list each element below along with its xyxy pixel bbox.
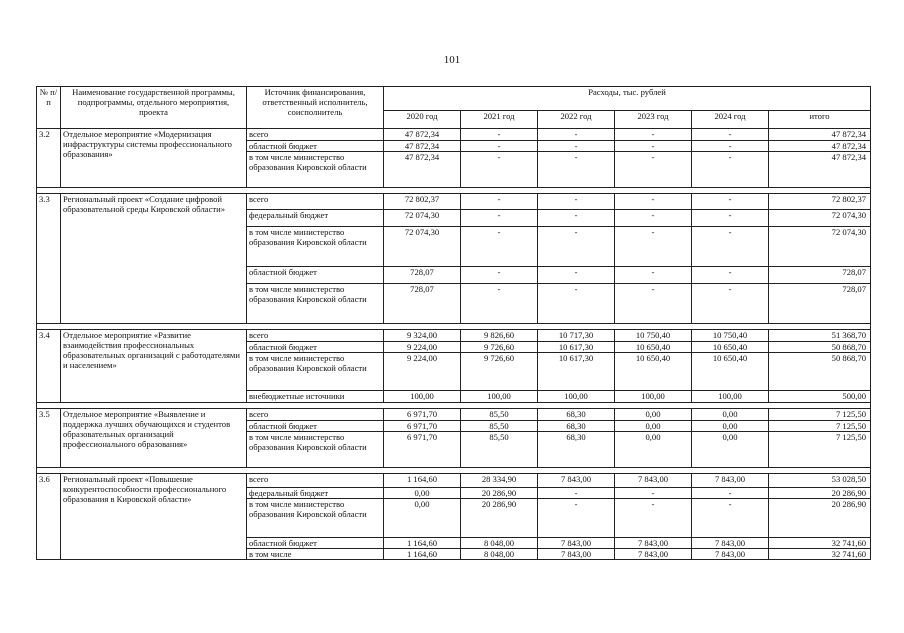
total-value: 51 368,70 [769, 330, 871, 342]
item-name: Отдельное мероприятие «Модернизация инфраструктуры системы профессионального образования» [61, 129, 247, 188]
total-value: 47 872,34 [769, 129, 871, 141]
year-value: 68,30 [538, 432, 615, 468]
header-expenses: Расходы, тыс. рублей [384, 87, 871, 111]
year-value: 1 164,60 [384, 538, 461, 549]
funding-source: областной бюджет [247, 342, 384, 353]
funding-source: в том числе министерство образования Кировской области [247, 152, 384, 188]
year-value: 100,00 [384, 391, 461, 403]
year-value: - [692, 141, 769, 152]
year-value: 1 164,60 [384, 474, 461, 488]
year-value: 10 750,40 [692, 330, 769, 342]
year-value: 8 048,00 [461, 549, 538, 560]
year-value: 85,50 [461, 409, 538, 421]
year-value: 0,00 [615, 432, 692, 468]
year-value: - [538, 227, 615, 267]
year-value: 9 324,00 [384, 330, 461, 342]
year-value: 0,00 [615, 409, 692, 421]
year-value: 28 334,90 [461, 474, 538, 488]
year-value: 728,07 [384, 267, 461, 284]
year-value: 10 750,40 [615, 330, 692, 342]
item-number: 3.2 [37, 129, 61, 188]
year-value: 100,00 [538, 391, 615, 403]
year-value: 68,30 [538, 421, 615, 432]
year-value: 100,00 [692, 391, 769, 403]
year-value: 7 843,00 [538, 549, 615, 560]
total-value: 47 872,34 [769, 141, 871, 152]
year-value: 0,00 [692, 409, 769, 421]
item-name: Региональный проект «Повышение конкурентоспособности профессионального образования в Кировской области» [61, 474, 247, 560]
funding-source: в том числе министерство образования Кировской области [247, 284, 384, 324]
year-value: - [692, 129, 769, 141]
total-value: 20 286,90 [769, 499, 871, 538]
header-source: Источник финансирования, ответственный исполнитель, соисполнитель [247, 87, 384, 129]
year-value: - [692, 488, 769, 499]
year-value: 100,00 [615, 391, 692, 403]
year-value: 20 286,90 [461, 488, 538, 499]
table-row [37, 129, 871, 141]
year-value: 0,00 [384, 488, 461, 499]
total-value: 72 074,30 [769, 227, 871, 267]
funding-source: всего [247, 474, 384, 488]
total-value: 7 125,50 [769, 421, 871, 432]
header-total: итого [769, 111, 871, 129]
total-value: 47 872,34 [769, 152, 871, 188]
year-value: - [538, 267, 615, 284]
year-value: - [692, 227, 769, 267]
year-value: 9 224,00 [384, 342, 461, 353]
total-value: 500,00 [769, 391, 871, 403]
year-value: - [615, 129, 692, 141]
year-value: - [615, 152, 692, 188]
table-body [37, 129, 871, 560]
item-number: 3.6 [37, 474, 61, 560]
funding-source: в том числе министерство образования Кировской области [247, 499, 384, 538]
year-value: - [538, 129, 615, 141]
year-value: 20 286,90 [461, 499, 538, 538]
year-value: - [692, 267, 769, 284]
year-value: - [615, 194, 692, 210]
year-value: 7 843,00 [692, 474, 769, 488]
year-value: - [692, 210, 769, 227]
total-value: 728,07 [769, 284, 871, 324]
year-value: 10 717,30 [538, 330, 615, 342]
year-value: - [461, 141, 538, 152]
funding-source: в том числе министерство образования Кировской области [247, 227, 384, 267]
budget-table [36, 86, 871, 560]
funding-source: в том числе [247, 549, 384, 560]
funding-source: всего [247, 330, 384, 342]
header-year: 2023 год [615, 111, 692, 129]
header-num: № п/п [37, 87, 61, 129]
year-value: 7 843,00 [615, 549, 692, 560]
year-value: 6 971,70 [384, 409, 461, 421]
item-number: 3.4 [37, 330, 61, 403]
year-value: 9 826,60 [461, 330, 538, 342]
year-value: 1 164,60 [384, 549, 461, 560]
table-row [37, 409, 871, 421]
total-value: 728,07 [769, 267, 871, 284]
year-value: - [538, 194, 615, 210]
year-value: - [538, 488, 615, 499]
year-value: - [615, 210, 692, 227]
year-value: 72 074,30 [384, 210, 461, 227]
item-name: Отдельное мероприятие «Развитие взаимодействия профессиональных образовательных организаций с работодателями и населением» [61, 330, 247, 403]
year-value: 0,00 [615, 421, 692, 432]
table-row [37, 474, 871, 488]
year-value: - [538, 210, 615, 227]
year-value: - [461, 267, 538, 284]
year-value: 7 843,00 [615, 538, 692, 549]
total-value: 32 741,60 [769, 538, 871, 549]
funding-source: внебюджетные источники [247, 391, 384, 403]
funding-source: областной бюджет [247, 421, 384, 432]
year-value: 0,00 [384, 499, 461, 538]
year-value: 47 872,34 [384, 141, 461, 152]
total-value: 32 741,60 [769, 549, 871, 560]
item-name: Отдельное мероприятие «Выявление и поддержка лучших обучающихся и студентов образовательных организаций профессионального образования» [61, 409, 247, 468]
item-number: 3.5 [37, 409, 61, 468]
funding-source: областной бюджет [247, 141, 384, 152]
year-value: - [461, 210, 538, 227]
year-value: 0,00 [692, 421, 769, 432]
year-value: 10 650,40 [692, 353, 769, 391]
header-year: 2022 год [538, 111, 615, 129]
total-value: 50 868,70 [769, 342, 871, 353]
year-value: 10 617,30 [538, 353, 615, 391]
year-value: 7 843,00 [615, 474, 692, 488]
funding-source: федеральный бюджет [247, 210, 384, 227]
year-value: 10 650,40 [615, 342, 692, 353]
year-value: 8 048,00 [461, 538, 538, 549]
year-value: 7 843,00 [538, 474, 615, 488]
funding-source: всего [247, 129, 384, 141]
header-year: 2024 год [692, 111, 769, 129]
year-value: - [461, 284, 538, 324]
page-number: 101 [443, 54, 461, 66]
year-value: 6 971,70 [384, 432, 461, 468]
year-value: - [538, 141, 615, 152]
total-value: 50 868,70 [769, 353, 871, 391]
year-value: - [461, 227, 538, 267]
year-value: 100,00 [461, 391, 538, 403]
year-value: - [461, 152, 538, 188]
funding-source: областной бюджет [247, 538, 384, 549]
funding-source: федеральный бюджет [247, 488, 384, 499]
year-value: - [692, 284, 769, 324]
year-value: 0,00 [692, 432, 769, 468]
year-value: - [538, 499, 615, 538]
year-value: - [538, 284, 615, 324]
year-value: 10 650,40 [692, 342, 769, 353]
funding-source: всего [247, 194, 384, 210]
funding-source: в том числе министерство образования Кировской области [247, 353, 384, 391]
year-value: 85,50 [461, 432, 538, 468]
year-value: 9 726,60 [461, 353, 538, 391]
year-value: 7 843,00 [692, 549, 769, 560]
year-value: - [615, 267, 692, 284]
year-value: 72 074,30 [384, 227, 461, 267]
year-value: 7 843,00 [692, 538, 769, 549]
total-value: 72 802,37 [769, 194, 871, 210]
funding-source: в том числе министерство образования Кировской области [247, 432, 384, 468]
table-row [37, 194, 871, 210]
year-value: - [615, 284, 692, 324]
year-value: 85,50 [461, 421, 538, 432]
year-value: 10 650,40 [615, 353, 692, 391]
total-value: 7 125,50 [769, 432, 871, 468]
year-value: - [461, 194, 538, 210]
year-value: - [615, 141, 692, 152]
year-value: 6 971,70 [384, 421, 461, 432]
year-value: - [615, 488, 692, 499]
year-value: 9 224,00 [384, 353, 461, 391]
item-name: Региональный проект «Создание цифровой образовательной среды Кировской области» [61, 194, 247, 324]
funding-source: областной бюджет [247, 267, 384, 284]
item-number: 3.3 [37, 194, 61, 324]
header-name: Наименование государственной программы, подпрограммы, отдельного мероприятия, проекта [61, 87, 247, 129]
header-year: 2021 год [461, 111, 538, 129]
total-value: 7 125,50 [769, 409, 871, 421]
year-value: 47 872,34 [384, 152, 461, 188]
table-row [37, 330, 871, 342]
year-value: - [692, 152, 769, 188]
year-value: - [615, 227, 692, 267]
header-year: 2020 год [384, 111, 461, 129]
year-value: 68,30 [538, 409, 615, 421]
year-value: 47 872,34 [384, 129, 461, 141]
year-value: 9 726,60 [461, 342, 538, 353]
total-value: 20 286,90 [769, 488, 871, 499]
year-value: - [538, 152, 615, 188]
year-value: 10 617,30 [538, 342, 615, 353]
funding-source: всего [247, 409, 384, 421]
year-value: 728,07 [384, 284, 461, 324]
total-value: 72 074,30 [769, 210, 871, 227]
year-value: - [692, 194, 769, 210]
year-value: - [692, 499, 769, 538]
year-value: 72 802,37 [384, 194, 461, 210]
year-value: - [615, 499, 692, 538]
year-value: 7 843,00 [538, 538, 615, 549]
year-value: - [461, 129, 538, 141]
total-value: 53 028,50 [769, 474, 871, 488]
